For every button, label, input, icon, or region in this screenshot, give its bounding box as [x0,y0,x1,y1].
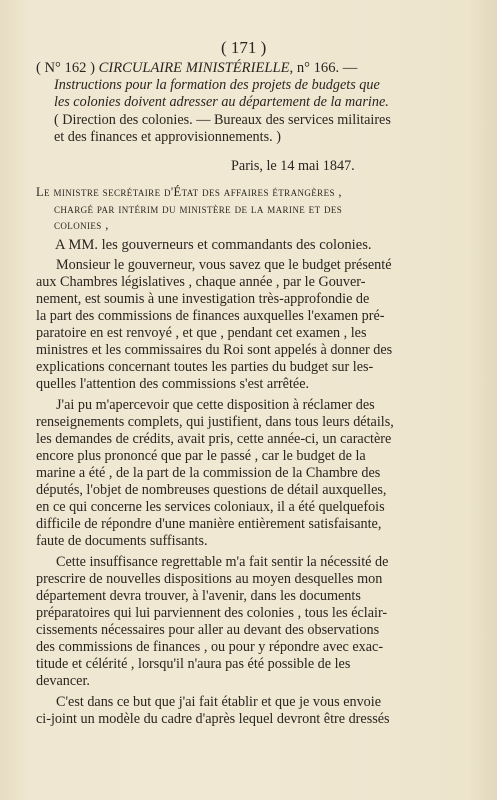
paragraph-line: ci-joint un modèle du cadre d'après lequel devront être dressés [36,711,390,727]
heading-line-5: et des finances et approvisionnements. ) [54,129,281,145]
paragraph-line: C'est dans ce but que j'ai fait établir et que je vous envoie [56,694,382,710]
paragraph-line: députés, l'objet de nombreuses questions de détail auxquelles, [36,482,387,498]
paragraph-line: faute de documents suffisants. [36,533,208,549]
addressee-line: A MM. les gouverneurs et commandants des colonies. [55,237,372,253]
paragraph-line: aux Chambres législatives , chaque année , par le Gouver- [36,274,366,290]
date-line: Paris, le 14 mai 1847. [231,158,355,174]
paragraph-line: prescrire de nouvelles dispositions au moyen desquelles mon [36,571,383,587]
paragraph-line: titude et célérité , lorsqu'il n'aura pas été possible de les [36,656,351,672]
paragraph-line: devancer. [36,673,90,689]
circular-subtitle: , n° 166. — [289,60,358,76]
paragraph-line: difficile de répondre d'une manière entièrement satisfaisante, [36,516,382,532]
paragraph-line: Cette insuffisance regrettable m'a fait sentir la nécessité de [56,554,389,570]
page-number: ( 171 ) [221,38,267,57]
paragraph-line: des commissions de finances , ou pour y répondre avec exac- [36,639,384,655]
circular-number: ( N° 162 ) [36,60,95,76]
paragraph-line: encore plus prononcé que par le passé , car le budget de la [36,448,366,464]
paragraph-line: les demandes de crédits, avait pris, cette année-ci, un caractère [36,431,392,447]
paragraph-line: renseignements complets, qui justifient, dans tous leurs détails, [36,414,394,430]
circular-heading [36,60,357,76]
paragraph-line: en ce qui concerne les services coloniaux, il a été quelquefois [36,499,385,515]
heading-line-2: Instructions pour la formation des projets de budgets que [54,77,380,93]
paragraph-line: quelles l'attention des commissions s'est arrêtée. [36,376,310,392]
heading-line-4: ( Direction des colonies. — Bureaux des services militaires [54,112,391,128]
sender-line-3: colonies , [54,218,109,232]
paragraph-line: marine a été , de la part de la commission de la Chambre des [36,465,381,481]
circular-title: CIRCULAIRE MINISTÉRIELLE [98,60,290,76]
sender-line-1: Le ministre secrétaire d'État des affaires étrangères , [36,185,342,199]
paragraph-line: explications concernant toutes les parties du budget sur les- [36,359,374,375]
paragraph-line: cissements nécessaires pour aller au devant des observations [36,622,380,638]
paragraph-line: préparatoires qui lui parviennent des colonies , tous les éclair- [36,605,388,621]
paragraph-line: ministres et les commissaires du Roi sont appelés à donner des [36,342,393,358]
paragraph-line: département devra trouver, à l'avenir, dans les documents [36,588,361,604]
paragraph-line: J'ai pu m'apercevoir que cette disposition à réclamer des [56,397,375,413]
heading-line-3: les colonies doivent adresser au département de la marine. [54,94,389,110]
sender-line-2: chargé par intérim du ministère de la marine et des [54,202,343,216]
paragraph-line: paratoire en est renvoyé , et que , pendant cet examen , les [36,325,367,341]
paragraph-line: nement, est soumis à une investigation très-approfondie de [36,291,370,307]
paragraph-line: la part des commissions de finances auxquelles l'examen pré- [36,308,385,324]
paragraph-line: Monsieur le gouverneur, vous savez que le budget présenté [56,257,392,273]
